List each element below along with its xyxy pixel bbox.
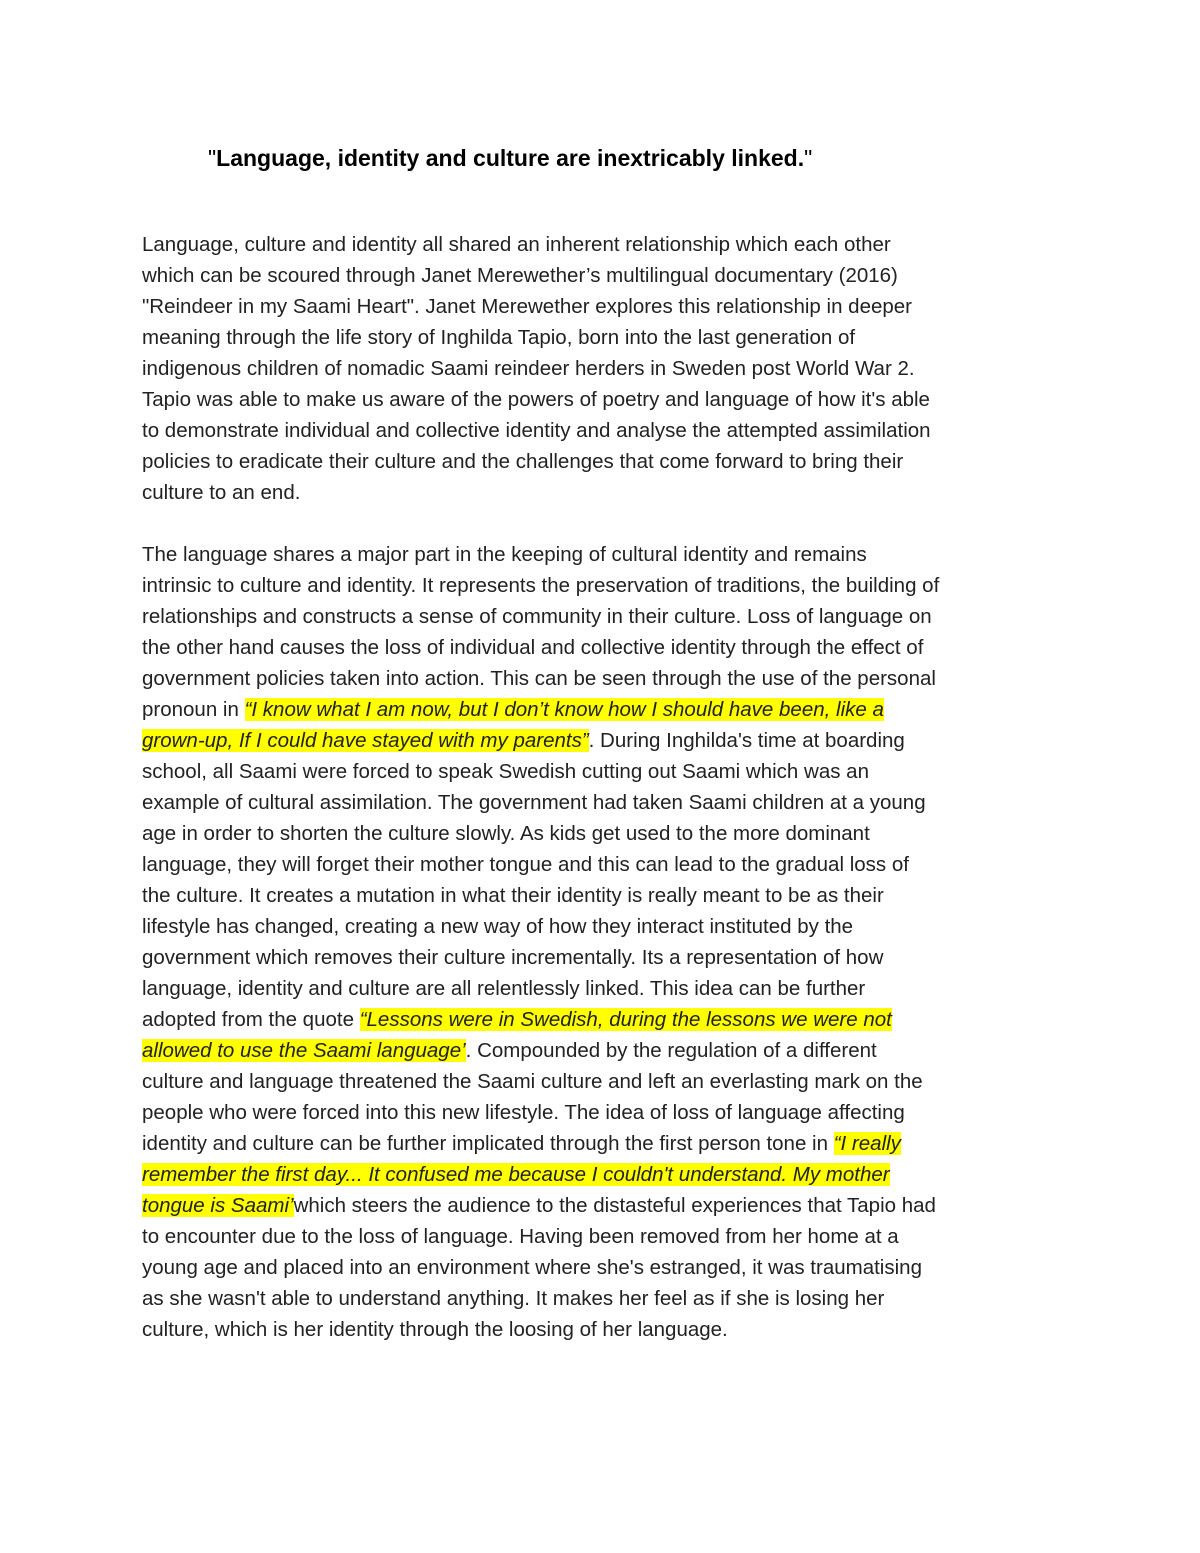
paragraph-line: intrinsic to culture and identity. It represents the preservation of traditions, the building of [142, 574, 940, 597]
paragraph-line: lifestyle has changed, creating a new way of how they interact instituted by the [142, 915, 854, 938]
highlighted-quote: “I know what I am now, but I don’t know how I should have been, like a [244, 698, 884, 721]
line-text: which steers the audience to the distasteful experiences that Tapio had [293, 1194, 936, 1217]
document-title [208, 142, 1008, 174]
paragraph-1 [142, 229, 1062, 508]
paragraph-line [142, 1128, 1062, 1159]
paragraph-line: example of cultural assimilation. The government had taken Saami children at a young [142, 791, 926, 814]
line-text: adopted from the quote [142, 1008, 360, 1031]
line-text: . During Inghilda's time at boarding [588, 729, 905, 752]
highlighted-quote: remember the first day... It confused me because I couldn't understand. My mother [142, 1163, 890, 1186]
title-text: Language, identity and culture are inextricably linked. [216, 145, 805, 171]
paragraph-line: meaning through the life story of Inghilda Tapio, born into the last generation of [142, 326, 856, 349]
paragraph-line: Language, culture and identity all shared an inherent relationship which each other [142, 233, 891, 256]
line-text: pronoun in [142, 698, 245, 721]
paragraph-line: language, identity and culture are all relentlessly linked. This idea can be further [142, 977, 866, 1000]
line-text: . Compounded by the regulation of a different [465, 1039, 877, 1062]
paragraph-line [142, 1004, 1062, 1035]
title-close-quote: " [804, 145, 813, 171]
paragraph-line: indigenous children of nomadic Saami reindeer herders in Sweden post World War 2. [142, 357, 915, 380]
title-open-quote: " [208, 145, 217, 171]
paragraph-line: to demonstrate individual and collective identity and analyse the attempted assimilation [142, 419, 931, 442]
paragraph-line: culture to an end. [142, 481, 301, 504]
paragraph-line: language, they will forget their mother tongue and this can lead to the gradual loss of [142, 853, 909, 876]
paragraph-line: "Reindeer in my Saami Heart". Janet Merewether explores this relationship in deeper [142, 295, 913, 318]
paragraph-line: the culture. It creates a mutation in what their identity is really meant to be as their [142, 884, 884, 907]
highlighted-quote: allowed to use the Saami language’ [142, 1039, 466, 1062]
paragraph-line: the other hand causes the loss of individual and collective identity through the effect of [142, 636, 924, 659]
paragraph-line: Tapio was able to make us aware of the powers of poetry and language of how it's able [142, 388, 930, 411]
highlighted-quote: tongue is Saami’ [142, 1194, 294, 1217]
paragraph-line: to encounter due to the loss of language. Having been removed from her home at a [142, 1225, 899, 1248]
paragraph-line [142, 694, 1062, 725]
highlighted-quote: grown-up, If I could have stayed with my parents” [142, 729, 589, 752]
paragraph-line [142, 1190, 1062, 1221]
paragraph-line [142, 725, 1062, 756]
paragraph-line: relationships and constructs a sense of community in their culture. Loss of language on [142, 605, 932, 628]
paragraph-line: government policies taken into action. This can be seen through the use of the personal [142, 667, 936, 690]
paragraph-line: which can be scoured through Janet Merewether’s multilingual documentary (2016) [142, 264, 898, 287]
paragraph-line: school, all Saami were forced to speak Swedish cutting out Saami which was an [142, 760, 869, 783]
paragraph-line: policies to eradicate their culture and the challenges that come forward to bring their [142, 450, 904, 473]
highlighted-quote: “I really [833, 1132, 901, 1155]
paragraph-line: as she wasn't able to understand anything. It makes her feel as if she is losing her [142, 1287, 885, 1310]
line-text: identity and culture can be further implicated through the first person tone in [142, 1132, 834, 1155]
paragraph-line: young age and placed into an environment where she's estranged, it was traumatising [142, 1256, 922, 1279]
paragraph-line: people who were forced into this new lifestyle. The idea of loss of language affecting [142, 1101, 905, 1124]
paragraph-line [142, 1035, 1062, 1066]
paragraph-line: The language shares a major part in the keeping of cultural identity and remains [142, 543, 867, 566]
paragraph-2 [142, 539, 1062, 1345]
paragraph-line: government which removes their culture incrementally. Its a representation of how [142, 946, 884, 969]
paragraph-line: culture and language threatened the Saami culture and left an everlasting mark on the [142, 1070, 923, 1093]
paragraph-line [142, 1159, 1062, 1190]
highlighted-quote: “Lessons were in Swedish, during the lessons we were not [359, 1008, 892, 1031]
paragraph-line: age in order to shorten the culture slowly. As kids get used to the more dominant [142, 822, 870, 845]
paragraph-line: culture, which is her identity through the loosing of her language. [142, 1318, 728, 1341]
